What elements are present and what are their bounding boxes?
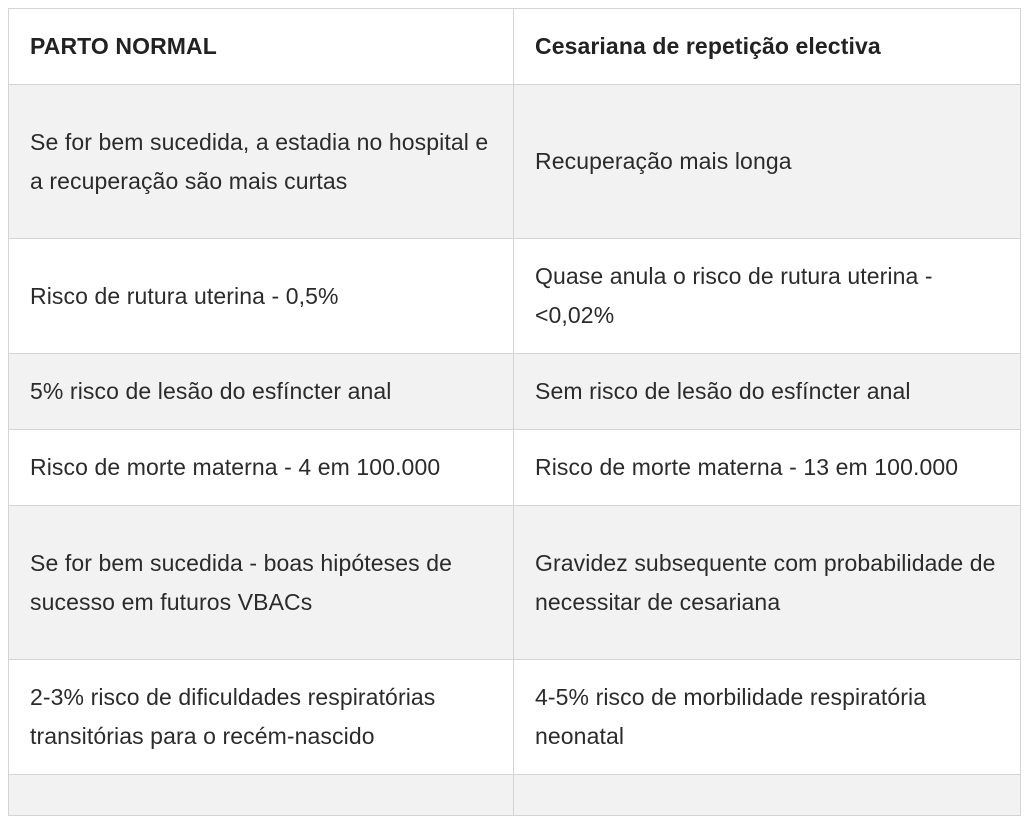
table-cell-cesariana: Quase anula o risco de rutura uterina - <0,02% <box>514 239 1021 354</box>
header-cell-parto-normal: PARTO NORMAL <box>9 9 514 85</box>
table-cell-parto-normal: 2-3% risco de dificuldades respiratórias transitórias para o recém-nascido <box>9 660 514 775</box>
table-cell-cesariana: Sem risco de lesão do esfíncter anal <box>514 354 1021 430</box>
table-row <box>9 354 1021 430</box>
table-cell-parto-normal: Risco de morte materna - 4 em 100.000 <box>9 430 514 506</box>
comparison-table <box>8 8 1021 816</box>
table-header <box>9 9 1021 85</box>
header-cell-cesariana: Cesariana de repetição electiva <box>514 9 1021 85</box>
table-cell-cesariana: 4-5% risco de morbilidade respiratória neonatal <box>514 660 1021 775</box>
table-row <box>9 85 1021 239</box>
table-cell-parto-normal: Se for bem sucedida, a estadia no hospital e a recuperação são mais curtas <box>9 85 514 239</box>
table-row <box>9 660 1021 775</box>
table-cell-cesariana: Gravidez subsequente com probabilidade de necessitar de cesariana <box>514 506 1021 660</box>
header-row <box>9 9 1021 85</box>
table-body <box>9 85 1021 816</box>
table-cell-cesariana: Recuperação mais longa <box>514 85 1021 239</box>
table-cell-parto-normal: Risco de rutura uterina - 0,5% <box>9 239 514 354</box>
table-cell-parto-normal: Se for bem sucedida - boas hipóteses de sucesso em futuros VBACs <box>9 506 514 660</box>
table-row <box>9 239 1021 354</box>
table-cell-parto-normal: 5% risco de lesão do esfíncter anal <box>9 354 514 430</box>
table-row <box>9 506 1021 660</box>
table-row <box>9 430 1021 506</box>
table-cell-cesariana: Risco de morte materna - 13 em 100.000 <box>514 430 1021 506</box>
